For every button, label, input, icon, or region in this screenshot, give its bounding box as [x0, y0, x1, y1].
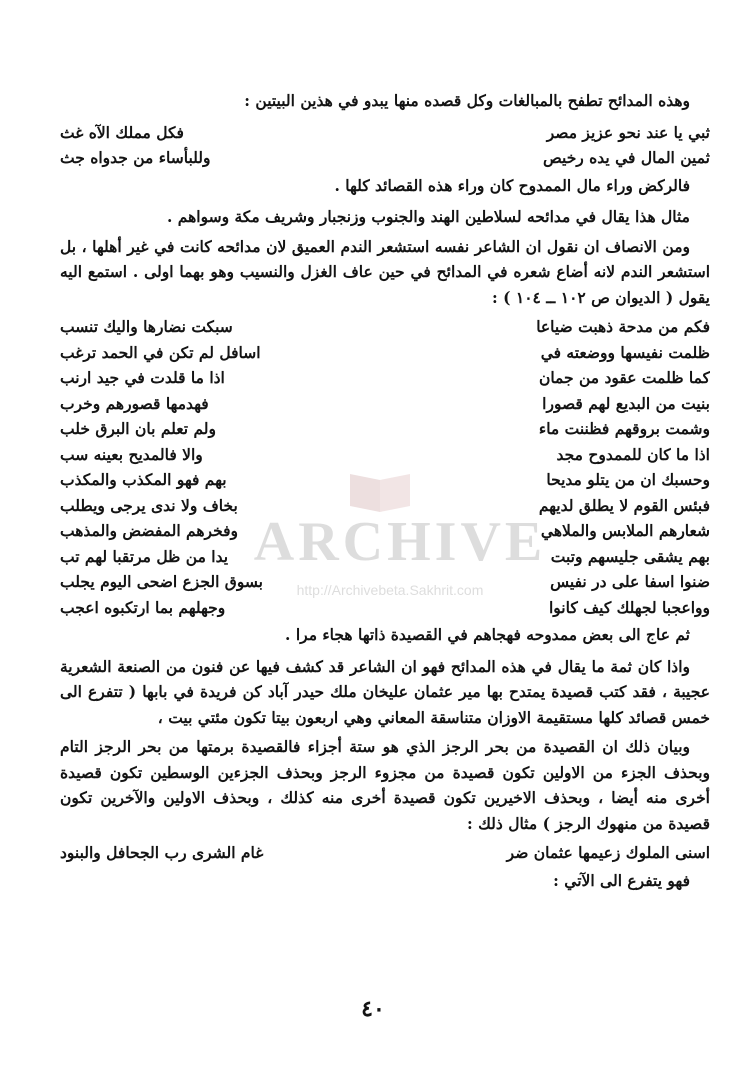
verse-hemistich-second: غام الشرى رب الجحافل والبنود: [60, 843, 264, 862]
watermark-url: http://Archivebeta.Sakhrit.com: [296, 582, 484, 598]
paragraph-single-line: فهو يتفرع الى الآتي :: [553, 870, 690, 890]
verse-hemistich-second: فكل مملك الآه غث: [60, 122, 184, 142]
verse-hemistich-second: وفخرهم المفضض والمذهب: [60, 521, 239, 540]
paragraph-single-line: ثم عاج الى بعض ممدوحه فهجاهم في القصيدة ذاتها هجاء مرا .: [285, 625, 690, 644]
verse-hemistich-second: بهم فهو المكذب والمكذب: [60, 470, 227, 489]
verse-line: [60, 493, 710, 519]
verse-hemistich-second: اذا ما قلدت في جيد ارنب: [60, 368, 225, 387]
verse-hemistich-first: وحسبك ان من يتلو مديحا: [546, 470, 710, 489]
paragraph: ومن الانصاف ان نقول ان الشاعر نفسه استشعر الندم العميق لان مدائحه كانت في غير أهلها ، بل استشعر الندم لانه أضاع شعره في المدائح في حين عاف الغزل والنسيب وهو بهما اولى . استمع اليه يقول ( الديوان ص ١٠٢ ــ ١٠٤ ) :: [60, 236, 710, 307]
verse-hemistich-first: ثمين المال في يده رخيص: [543, 148, 710, 167]
verse-line: [60, 442, 710, 468]
watermark-title: ARCHIVE: [253, 511, 547, 573]
verse-line: [60, 120, 710, 146]
verse-line: [60, 467, 710, 493]
verse-line: [60, 416, 710, 442]
verse-hemistich-second: يدا من ظل مرتقبا لهم تب: [60, 546, 229, 566]
verse-line: [60, 544, 710, 570]
paragraph: مثال هذا يقال في مدائحه لسلاطين الهند والجنوب وزنجبار وشريف مكة وسواهم .: [167, 207, 690, 226]
verse-hemistich-first: فكم من مدحة ذهبت ضياعا: [536, 317, 710, 336]
verse-hemistich-second: وجهلهم بما ارتكبوه اعجب: [60, 597, 226, 617]
verse-hemistich-second: اسافل لم تكن في الحمد ترغب: [60, 342, 261, 362]
paragraph: وبيان ذلك ان القصيدة من بحر الرجز الذي هو ستة أجزاء فالقصيدة برمتها من بحر الرجز التام وبحذف الجزء من الاولين تكون قصيدة من مجزوء الرجز وبحذف الجزءين الوسطين تكون قصيدة أخرى منه أيضا ، وبحذف الاخيرين تكون قصيدة أخرى منه كذلك ، وبحذف الاولين والآخرين تكون قصيدة من منهوك الرجز ) مثال ذلك :: [60, 737, 710, 833]
paragraph: واذا كان ثمة ما يقال في هذه المدائح فهو ان الشاعر قد كشف فيها عن فنون من الصنعة الشعرية عجيبة ، فقد كتب قصيدة يمتدح بها مير عثمان عليخان ملك حيدر آباد كن فريدة في بابها ( تتفرع الى خمس قصائد كلها مستقيمة الاوزان متناسقة المعاني وهي اربعون بيتا تكون مئتي بيت ،: [60, 656, 710, 727]
verse-hemistich-first: ظلمت نفيسها ووضعته في: [540, 342, 710, 362]
verse-hemistich-second: ولم تعلم بان البرق خلب: [60, 419, 216, 438]
verse-hemistich-first: بهم يشقى جليسهم وتبت: [550, 546, 710, 566]
verse-hemistich-first: كما ظلمت عقود من جمان: [538, 368, 710, 387]
verses-block-2: [60, 314, 710, 620]
verse-line: [60, 595, 710, 621]
verses-block-1: [60, 120, 710, 171]
verse-line: [60, 391, 710, 417]
verse-line: [60, 518, 710, 544]
verse-hemistich-first: شعارهم الملابس والملاهي: [540, 521, 710, 540]
verse-line: [60, 569, 710, 595]
verse-hemistich-first: اذا ما كان للممدوح مجد: [556, 444, 710, 464]
verse-line: [60, 340, 710, 366]
paragraph-single-line: فالركض وراء مال الممدوح كان وراء هذه القصائد كلها .: [334, 175, 690, 195]
verse-hemistich-second: فهدمها قصورهم وخرب: [60, 393, 209, 413]
verse-line: [60, 840, 710, 866]
verse-hemistich-second: سبكت نضارها واليك تنسب: [60, 317, 233, 336]
verse-hemistich-first: وشمت بروقهم فظننت ماء: [538, 419, 710, 438]
verse-hemistich-second: بسوق الجزع اضحى اليوم يجلب: [60, 572, 263, 591]
verse-hemistich-first: ثبي يا عند نحو عزيز مصر: [546, 122, 710, 142]
verses-block-3: [60, 840, 710, 866]
page-body: [60, 88, 710, 899]
verse-hemistich-first: وواعجبا لجهلك كيف كانوا: [548, 597, 710, 617]
verse-hemistich-first: بنيت من البديع لهم قصورا: [542, 393, 710, 413]
verse-hemistich-second: والا فالمديح بعينه سب: [60, 444, 203, 464]
verse-line: [60, 314, 710, 340]
verse-hemistich-second: وللبأساء من جدواه جث: [60, 148, 211, 167]
verse-line: [60, 145, 710, 171]
verse-line: [60, 365, 710, 391]
page-number: ٤٠: [361, 996, 385, 1022]
verse-hemistich-second: بخاف ولا ندى يرجى ويطلب: [60, 495, 238, 515]
verse-hemistich-first: فبئس القوم لا يطلق لديهم: [538, 495, 710, 515]
verse-hemistich-first: ضنوا اسفا على در نفيس: [550, 572, 710, 591]
verse-hemistich-first: اسنى الملوك زعيمها عثمان ضر: [506, 843, 710, 862]
paragraph-intro: وهذه المدائح تطفح بالمبالغات وكل قصده منها يبدو في هذين البيتين :: [244, 91, 690, 110]
